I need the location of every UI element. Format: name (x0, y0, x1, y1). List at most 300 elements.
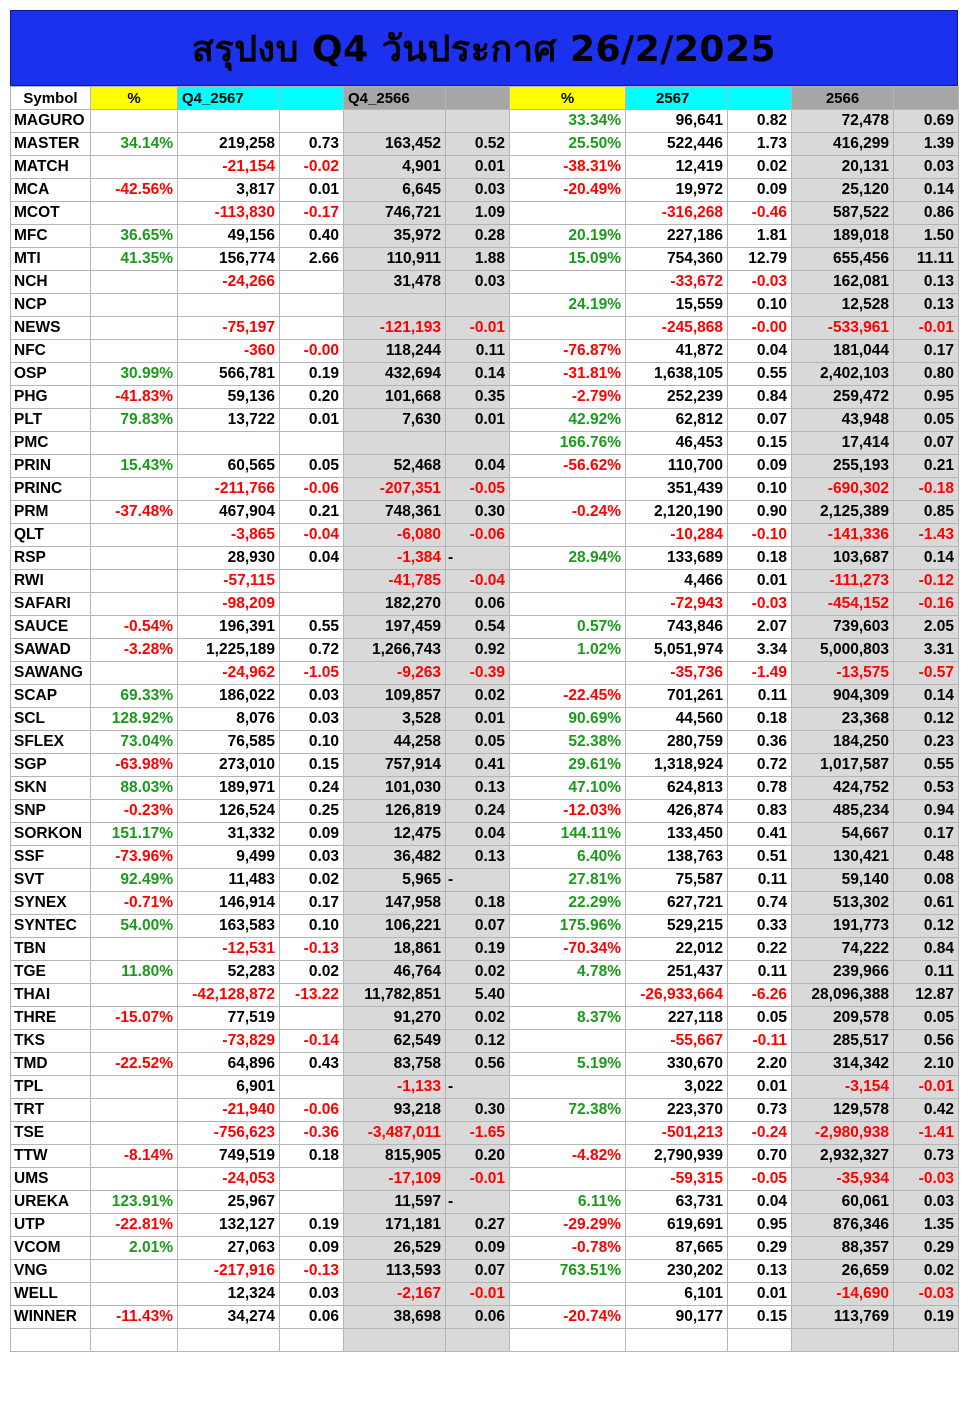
cell-2566-eps: 1.50 (894, 225, 959, 248)
table-row (11, 1053, 959, 1076)
cell-q4-2567-eps (280, 593, 344, 616)
cell-q4-2567-eps (280, 271, 344, 294)
cell-q4-pct (91, 1030, 178, 1053)
cell-2567-eps: 0.05 (728, 1007, 792, 1030)
cell-q4-2566-profit: 4,901 (344, 156, 446, 179)
cell-q4-pct: 15.43% (91, 455, 178, 478)
cell-q4-2567-eps: 0.04 (280, 547, 344, 570)
cell-q4-pct: 79.83% (91, 409, 178, 432)
cell-q4-2566-eps: 0.06 (446, 593, 510, 616)
cell-q4-2566-profit: -41,785 (344, 570, 446, 593)
cell-2567-eps: 0.15 (728, 1306, 792, 1329)
cell-q4-2566-profit: 52,468 (344, 455, 446, 478)
page-title: สรุปงบ Q4 วันประกาศ 26/2/2025 (191, 28, 777, 70)
cell-2566-profit: -2,980,938 (792, 1122, 894, 1145)
cell-2566-profit: 191,773 (792, 915, 894, 938)
cell-2566-profit: 23,368 (792, 708, 894, 731)
cell-q4-2566-profit: 106,221 (344, 915, 446, 938)
cell-q4-pct: 34.14% (91, 133, 178, 156)
cell-2566-profit: 587,522 (792, 202, 894, 225)
cell-2567-eps: 0.55 (728, 363, 792, 386)
cell-q4-2567-profit: 196,391 (178, 616, 280, 639)
cell-q4-2566-profit: -2,167 (344, 1283, 446, 1306)
cell-2567-profit (626, 1329, 728, 1352)
cell-q4-2567-profit: -57,115 (178, 570, 280, 593)
cell-2567-eps: -0.46 (728, 202, 792, 225)
cell-q4-2566-profit: 7,630 (344, 409, 446, 432)
cell-q4-2567-eps: 0.43 (280, 1053, 344, 1076)
cell-year-pct: 144.11% (510, 823, 626, 846)
cell-q4-pct (91, 317, 178, 340)
table-row (11, 1214, 959, 1237)
cell-q4-2566-eps (446, 432, 510, 455)
cell-2566-profit: 416,299 (792, 133, 894, 156)
header-year-pct: % (510, 87, 626, 110)
cell-q4-2567-profit: 11,483 (178, 869, 280, 892)
cell-2566-profit: 5,000,803 (792, 639, 894, 662)
cell-year-pct (510, 1076, 626, 1099)
cell-symbol: SAUCE (11, 616, 91, 639)
cell-year-pct: -22.45% (510, 685, 626, 708)
cell-q4-2566-profit: 126,819 (344, 800, 446, 823)
cell-symbol: THAI (11, 984, 91, 1007)
cell-q4-2566-profit: 171,181 (344, 1214, 446, 1237)
cell-q4-2566-profit: 31,478 (344, 271, 446, 294)
cell-year-pct: 15.09% (510, 248, 626, 271)
cell-2567-profit: 4,466 (626, 570, 728, 593)
table-row (11, 455, 959, 478)
cell-q4-2567-eps: 0.05 (280, 455, 344, 478)
cell-q4-2566-profit: 113,593 (344, 1260, 446, 1283)
cell-q4-pct (91, 1076, 178, 1099)
cell-symbol: TRT (11, 1099, 91, 1122)
cell-year-pct: -4.82% (510, 1145, 626, 1168)
cell-q4-2566-eps: 0.02 (446, 961, 510, 984)
cell-q4-2566-profit: 36,482 (344, 846, 446, 869)
cell-symbol: OSP (11, 363, 91, 386)
cell-q4-2566-profit: 35,972 (344, 225, 446, 248)
cell-2566-eps: 0.17 (894, 340, 959, 363)
cell-q4-2566-eps: 0.01 (446, 156, 510, 179)
cell-year-pct (510, 570, 626, 593)
cell-q4-2566-eps: 0.13 (446, 777, 510, 800)
cell-q4-2566-profit: 182,270 (344, 593, 446, 616)
cell-q4-2567-eps: 0.21 (280, 501, 344, 524)
cell-symbol: QLT (11, 524, 91, 547)
table-row (11, 1168, 959, 1191)
cell-q4-2567-profit: 34,274 (178, 1306, 280, 1329)
cell-q4-2566-eps: - (446, 1076, 510, 1099)
table-row (11, 731, 959, 754)
table-row (11, 800, 959, 823)
cell-2567-profit: 62,812 (626, 409, 728, 432)
cell-year-pct: 28.94% (510, 547, 626, 570)
cell-2566-profit: 43,948 (792, 409, 894, 432)
cell-q4-2566-eps: 0.03 (446, 271, 510, 294)
table-row (11, 754, 959, 777)
cell-2566-profit: -454,152 (792, 593, 894, 616)
cell-q4-pct: -0.54% (91, 616, 178, 639)
cell-year-pct: -20.49% (510, 179, 626, 202)
table-row (11, 432, 959, 455)
cell-q4-2567-eps: 0.03 (280, 846, 344, 869)
cell-2567-eps: 0.13 (728, 1260, 792, 1283)
cell-2567-profit: 63,731 (626, 1191, 728, 1214)
cell-q4-pct (91, 478, 178, 501)
cell-q4-pct: 128.92% (91, 708, 178, 731)
cell-2567-profit: 96,641 (626, 110, 728, 133)
cell-q4-2567-eps: 0.19 (280, 363, 344, 386)
cell-2567-profit: 227,118 (626, 1007, 728, 1030)
cell-2567-eps: 2.20 (728, 1053, 792, 1076)
cell-q4-pct: -11.43% (91, 1306, 178, 1329)
table-row (11, 248, 959, 271)
cell-q4-2567-profit: 13,722 (178, 409, 280, 432)
cell-q4-2567-profit: 566,781 (178, 363, 280, 386)
cell-q4-2567-eps: -1.05 (280, 662, 344, 685)
cell-2566-profit: 314,342 (792, 1053, 894, 1076)
table-row (11, 1306, 959, 1329)
cell-2566-eps: 0.84 (894, 938, 959, 961)
cell-q4-2566-eps: 0.02 (446, 1007, 510, 1030)
cell-q4-2566-eps: 0.01 (446, 708, 510, 731)
cell-q4-2566-eps: 0.01 (446, 409, 510, 432)
cell-q4-pct: -41.83% (91, 386, 178, 409)
cell-symbol: TKS (11, 1030, 91, 1053)
cell-2566-profit: 209,578 (792, 1007, 894, 1030)
cell-2567-profit: 754,360 (626, 248, 728, 271)
cell-year-pct: -70.34% (510, 938, 626, 961)
cell-2566-eps: -0.03 (894, 1283, 959, 1306)
table-row (11, 1030, 959, 1053)
cell-year-pct (510, 524, 626, 547)
cell-q4-pct (91, 1122, 178, 1145)
cell-2567-eps: -0.24 (728, 1122, 792, 1145)
cell-symbol: SNP (11, 800, 91, 823)
cell-year-pct: -56.62% (510, 455, 626, 478)
cell-q4-2566-eps: 0.30 (446, 1099, 510, 1122)
cell-q4-pct: -0.23% (91, 800, 178, 823)
cell-symbol: MATCH (11, 156, 91, 179)
cell-2567-profit: 87,665 (626, 1237, 728, 1260)
header-q4-pct: % (91, 87, 178, 110)
cell-q4-2566-eps (446, 294, 510, 317)
cell-2566-profit: 424,752 (792, 777, 894, 800)
cell-2566-eps: -0.18 (894, 478, 959, 501)
cell-2566-eps: 0.85 (894, 501, 959, 524)
cell-2566-eps: 0.80 (894, 363, 959, 386)
cell-q4-2567-profit: 156,774 (178, 248, 280, 271)
cell-2567-eps: 0.41 (728, 823, 792, 846)
cell-q4-pct: 41.35% (91, 248, 178, 271)
cell-q4-2566-eps: 0.12 (446, 1030, 510, 1053)
cell-2567-profit: 6,101 (626, 1283, 728, 1306)
cell-2566-eps: -0.16 (894, 593, 959, 616)
cell-2567-profit: 138,763 (626, 846, 728, 869)
cell-2567-eps: 0.04 (728, 1191, 792, 1214)
cell-2566-eps: 0.12 (894, 915, 959, 938)
cell-2567-profit: 529,215 (626, 915, 728, 938)
cell-year-pct: -31.81% (510, 363, 626, 386)
spreadsheet (10, 10, 958, 1352)
cell-q4-2567-profit (178, 294, 280, 317)
cell-q4-pct (91, 984, 178, 1007)
cell-q4-2566-profit: 93,218 (344, 1099, 446, 1122)
cell-year-pct: 22.29% (510, 892, 626, 915)
cell-q4-2567-eps: 0.40 (280, 225, 344, 248)
cell-2567-eps: 0.09 (728, 179, 792, 202)
cell-2566-eps: 0.03 (894, 1191, 959, 1214)
cell-2566-profit: 2,402,103 (792, 363, 894, 386)
cell-year-pct: 24.19% (510, 294, 626, 317)
cell-2566-eps: 11.11 (894, 248, 959, 271)
cell-2567-eps: 0.11 (728, 869, 792, 892)
cell-2567-profit: 426,874 (626, 800, 728, 823)
cell-q4-pct: 73.04% (91, 731, 178, 754)
table-row (11, 1122, 959, 1145)
cell-q4-2567-eps (280, 1076, 344, 1099)
header-symbol: Symbol (11, 87, 91, 110)
cell-q4-2566-eps: 0.18 (446, 892, 510, 915)
table-row (11, 846, 959, 869)
cell-q4-2567-eps: -0.04 (280, 524, 344, 547)
cell-year-pct (510, 1122, 626, 1145)
cell-q4-pct: 151.17% (91, 823, 178, 846)
cell-2567-eps: 0.18 (728, 547, 792, 570)
cell-2566-eps: 0.94 (894, 800, 959, 823)
cell-2566-eps: 0.48 (894, 846, 959, 869)
cell-2566-profit: 72,478 (792, 110, 894, 133)
cell-2566-profit: -690,302 (792, 478, 894, 501)
cell-2567-profit: 1,318,924 (626, 754, 728, 777)
cell-symbol: NCP (11, 294, 91, 317)
cell-q4-pct: 123.91% (91, 1191, 178, 1214)
cell-year-pct: 33.34% (510, 110, 626, 133)
table-row (11, 363, 959, 386)
cell-q4-2566-profit: 3,528 (344, 708, 446, 731)
cell-q4-2567-profit: 163,583 (178, 915, 280, 938)
cell-2567-eps: 0.29 (728, 1237, 792, 1260)
cell-q4-2567-eps: 0.02 (280, 961, 344, 984)
cell-2567-eps: 2.07 (728, 616, 792, 639)
table-row (11, 892, 959, 915)
cell-q4-2567-profit (178, 432, 280, 455)
cell-q4-2567-eps (280, 570, 344, 593)
cell-2566-eps: 0.56 (894, 1030, 959, 1053)
cell-2567-profit: 22,012 (626, 938, 728, 961)
cell-2566-eps: 0.19 (894, 1306, 959, 1329)
cell-q4-2566-eps: 0.30 (446, 501, 510, 524)
cell-q4-2566-profit: 91,270 (344, 1007, 446, 1030)
cell-2567-profit: 227,186 (626, 225, 728, 248)
table-row (11, 685, 959, 708)
cell-q4-2566-eps: -0.05 (446, 478, 510, 501)
cell-q4-2567-profit: 64,896 (178, 1053, 280, 1076)
cell-2566-eps: 0.95 (894, 386, 959, 409)
cell-symbol: PRINC (11, 478, 91, 501)
cell-q4-2566-eps: -0.06 (446, 524, 510, 547)
table-row (11, 294, 959, 317)
cell-q4-2566-eps (446, 110, 510, 133)
cell-year-pct: 29.61% (510, 754, 626, 777)
cell-2567-eps: 0.22 (728, 938, 792, 961)
cell-q4-2567-eps: -13.22 (280, 984, 344, 1007)
cell-q4-2567-eps (280, 1168, 344, 1191)
cell-symbol: PHG (11, 386, 91, 409)
cell-2566-eps: 12.87 (894, 984, 959, 1007)
cell-2566-eps: 0.13 (894, 294, 959, 317)
cell-2567-profit: 3,022 (626, 1076, 728, 1099)
cell-q4-2566-profit: 101,668 (344, 386, 446, 409)
cell-q4-2566-eps: -0.04 (446, 570, 510, 593)
cell-2566-profit: 259,472 (792, 386, 894, 409)
cell-q4-2567-profit: 52,283 (178, 961, 280, 984)
cell-q4-2567-eps (280, 432, 344, 455)
cell-q4-2566-profit (344, 110, 446, 133)
cell-q4-2567-profit: -211,766 (178, 478, 280, 501)
cell-q4-pct: 54.00% (91, 915, 178, 938)
cell-q4-2566-eps: 0.92 (446, 639, 510, 662)
cell-symbol: TGE (11, 961, 91, 984)
cell-2566-profit: 285,517 (792, 1030, 894, 1053)
cell-q4-2567-profit: -42,128,872 (178, 984, 280, 1007)
cell-q4-2566-eps: 0.13 (446, 846, 510, 869)
cell-q4-pct (91, 1260, 178, 1283)
cell-2566-profit: 129,578 (792, 1099, 894, 1122)
cell-year-pct: 0.57% (510, 616, 626, 639)
cell-2567-eps: 0.18 (728, 708, 792, 731)
table-row (11, 409, 959, 432)
cell-q4-2566-profit: -17,109 (344, 1168, 446, 1191)
cell-2567-eps: 0.15 (728, 432, 792, 455)
cell-2566-profit: 513,302 (792, 892, 894, 915)
cell-2566-eps: -0.03 (894, 1168, 959, 1191)
cell-q4-2567-profit: 189,971 (178, 777, 280, 800)
cell-symbol: RSP (11, 547, 91, 570)
cell-2567-profit: 522,446 (626, 133, 728, 156)
cell-2566-eps: 0.02 (894, 1260, 959, 1283)
cell-2566-profit: 485,234 (792, 800, 894, 823)
cell-q4-2567-profit: -98,209 (178, 593, 280, 616)
cell-2567-eps: -0.00 (728, 317, 792, 340)
cell-symbol: NCH (11, 271, 91, 294)
table-row (11, 708, 959, 731)
cell-q4-2567-profit: -113,830 (178, 202, 280, 225)
cell-2567-profit: 351,439 (626, 478, 728, 501)
cell-symbol: NFC (11, 340, 91, 363)
table-row (11, 1007, 959, 1030)
cell-year-pct (510, 271, 626, 294)
cell-2566-eps: 0.05 (894, 1007, 959, 1030)
cell-q4-2567-eps: 0.01 (280, 179, 344, 202)
header-2566: 2566 (792, 87, 894, 110)
cell-q4-2567-eps: 0.10 (280, 731, 344, 754)
header-2566-eps (894, 87, 959, 110)
cell-2566-profit: 184,250 (792, 731, 894, 754)
cell-q4-2567-profit: 749,519 (178, 1145, 280, 1168)
cell-q4-2567-profit: 31,332 (178, 823, 280, 846)
cell-q4-2566-eps: 0.28 (446, 225, 510, 248)
cell-q4-2566-profit: -1,133 (344, 1076, 446, 1099)
cell-year-pct: 1.02% (510, 639, 626, 662)
cell-q4-2567-eps: 0.55 (280, 616, 344, 639)
cell-symbol: WELL (11, 1283, 91, 1306)
cell-q4-2567-profit: 6,901 (178, 1076, 280, 1099)
cell-q4-2566-eps: 0.02 (446, 685, 510, 708)
cell-q4-2566-profit: 11,782,851 (344, 984, 446, 1007)
cell-2567-profit: 1,638,105 (626, 363, 728, 386)
cell-q4-2567-eps: 0.20 (280, 386, 344, 409)
cell-2566-profit: 130,421 (792, 846, 894, 869)
cell-q4-2567-profit: -24,053 (178, 1168, 280, 1191)
cell-2567-profit: 5,051,974 (626, 639, 728, 662)
cell-2567-profit: 743,846 (626, 616, 728, 639)
cell-2566-eps: 0.08 (894, 869, 959, 892)
cell-q4-2567-eps: 0.03 (280, 1283, 344, 1306)
cell-2566-profit: 655,456 (792, 248, 894, 271)
cell-year-pct: -12.03% (510, 800, 626, 823)
cell-2567-profit: -10,284 (626, 524, 728, 547)
cell-year-pct: -76.87% (510, 340, 626, 363)
cell-2567-profit: 19,972 (626, 179, 728, 202)
cell-q4-pct (91, 938, 178, 961)
cell-2567-profit: 619,691 (626, 1214, 728, 1237)
cell-q4-pct (91, 570, 178, 593)
cell-2566-eps: -0.12 (894, 570, 959, 593)
cell-year-pct (510, 478, 626, 501)
cell-2566-profit: 904,309 (792, 685, 894, 708)
cell-q4-pct: 36.65% (91, 225, 178, 248)
cell-q4-2567-eps: -0.14 (280, 1030, 344, 1053)
cell-q4-2567-eps: 0.15 (280, 754, 344, 777)
cell-2566-profit: 1,017,587 (792, 754, 894, 777)
cell-q4-pct: 92.49% (91, 869, 178, 892)
cell-symbol: THRE (11, 1007, 91, 1030)
cell-q4-2566-eps: -0.01 (446, 317, 510, 340)
cell-q4-2567-profit: 27,063 (178, 1237, 280, 1260)
table-row (11, 133, 959, 156)
header-q4-2567-eps (280, 87, 344, 110)
cell-symbol: TPL (11, 1076, 91, 1099)
cell-2566-eps: 0.42 (894, 1099, 959, 1122)
cell-2567-profit: 251,437 (626, 961, 728, 984)
cell-symbol: MASTER (11, 133, 91, 156)
cell-q4-2566-profit: 38,698 (344, 1306, 446, 1329)
cell-q4-2566-profit: 432,694 (344, 363, 446, 386)
cell-2566-profit: 739,603 (792, 616, 894, 639)
cell-q4-2567-profit: 77,519 (178, 1007, 280, 1030)
cell-q4-2566-eps: 0.52 (446, 133, 510, 156)
cell-2567-eps: 0.51 (728, 846, 792, 869)
cell-year-pct: 90.69% (510, 708, 626, 731)
cell-q4-pct (91, 1329, 178, 1352)
cell-symbol: SVT (11, 869, 91, 892)
cell-2567-eps: 0.90 (728, 501, 792, 524)
cell-q4-pct: -63.98% (91, 754, 178, 777)
cell-q4-2567-profit: 1,225,189 (178, 639, 280, 662)
cell-2567-profit: 223,370 (626, 1099, 728, 1122)
cell-2566-profit: 12,528 (792, 294, 894, 317)
cell-2567-eps: 0.01 (728, 570, 792, 593)
cell-q4-2567-eps: -0.02 (280, 156, 344, 179)
cell-q4-pct (91, 1283, 178, 1306)
cell-2566-eps: 0.05 (894, 409, 959, 432)
cell-q4-2567-profit: 76,585 (178, 731, 280, 754)
cell-2567-profit: 252,239 (626, 386, 728, 409)
cell-q4-2567-profit: -24,266 (178, 271, 280, 294)
cell-q4-pct (91, 1168, 178, 1191)
cell-2566-eps: -0.01 (894, 317, 959, 340)
